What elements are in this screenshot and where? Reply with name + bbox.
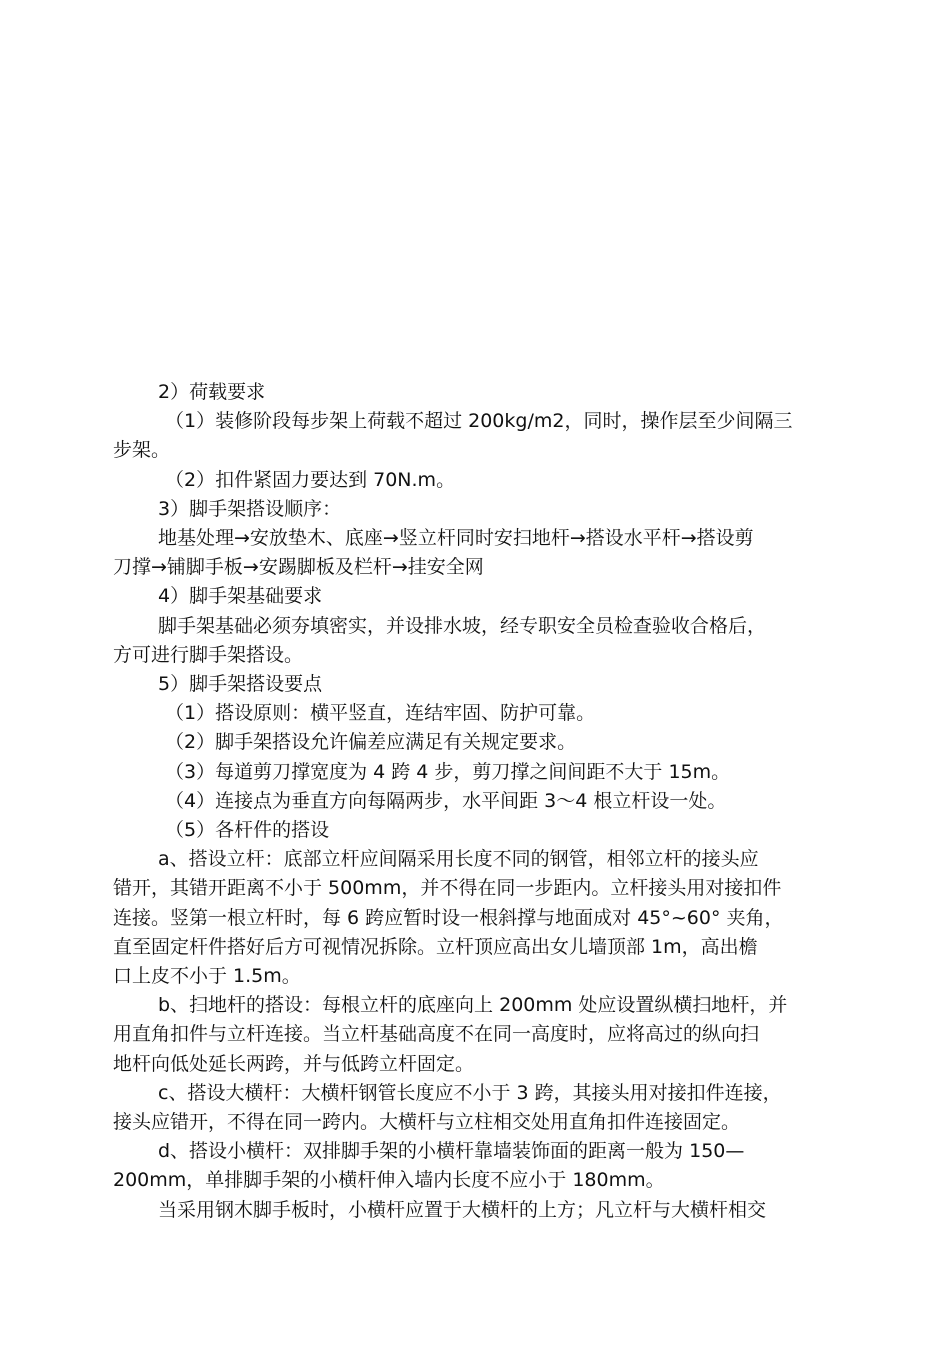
paragraph-line: 地杆向低处延长两跨，并与低跨立杆固定。 <box>113 1053 475 1075</box>
paragraph-line: 直至固定杆件搭好后方可视情况拆除。立杆顶应高出女儿墙顶部 1m，高出檐 <box>113 936 758 958</box>
paragraph-line: 接头应错开，不得在同一跨内。大横杆与立柱相交处用直角扣件连接固定。 <box>113 1111 741 1133</box>
list-item: （1）搭设原则：横平竖直，连结牢固、防护可靠。 <box>165 702 596 724</box>
paragraph-line: 地基处理→安放垫木、底座→竖立杆同时安扫地杆→搭设水平杆→搭设剪 <box>158 527 754 549</box>
paragraph-line: 步架。 <box>113 439 171 461</box>
paragraph-line: c、搭设大横杆：大横杆钢管长度应不小于 3 跨，其接头用对接扣件连接， <box>158 1082 782 1104</box>
heading-erection-key-points: 5）脚手架搭设要点 <box>158 673 323 695</box>
list-item: （4）连接点为垂直方向每隔两步，水平间距 3～4 根立杆设一处。 <box>165 790 727 812</box>
paragraph-line: 刀撑→铺脚手板→安踢脚板及栏杆→挂安全网 <box>113 556 484 578</box>
paragraph-line: b、扫地杆的搭设：每根立杆的底座向上 200mm 处应设置纵横扫地杆，并 <box>158 994 788 1016</box>
heading-load-requirements: 2）荷载要求 <box>158 381 266 403</box>
list-item: （5）各杆件的搭设 <box>165 819 330 841</box>
paragraph-line: a、搭设立杆：底部立杆应间隔采用长度不同的钢管，相邻立杆的接头应 <box>158 848 759 870</box>
list-item: （2）脚手架搭设允许偏差应满足有关规定要求。 <box>165 731 577 753</box>
paragraph-line: 脚手架基础必须夯填密实，并设排水坡，经专职安全员检查验收合格后， <box>158 615 767 637</box>
paragraph-line: 用直角扣件与立杆连接。当立杆基础高度不在同一高度时，应将高过的纵向扫 <box>113 1023 760 1045</box>
heading-foundation-requirements: 4）脚手架基础要求 <box>158 585 323 607</box>
heading-erection-sequence: 3）脚手架搭设顺序： <box>158 498 342 520</box>
paragraph-line: 方可进行脚手架搭设。 <box>113 644 304 666</box>
paragraph-line: （2）扣件紧固力要达到 70N.m。 <box>165 469 456 491</box>
paragraph-line: 口上皮不小于 1.5m。 <box>113 965 301 987</box>
paragraph-line: 当采用钢木脚手板时，小横杆应置于大横杆的上方；凡立杆与大横杆相交 <box>158 1199 767 1221</box>
paragraph-line: 连接。竖第一根立杆时，每 6 跨应暂时设一根斜撑与地面成对 45°~60° 夹角， <box>113 907 784 929</box>
paragraph-line: （1）装修阶段每步架上荷载不超过 200kg/m2，同时，操作层至少间隔三 <box>165 410 793 432</box>
list-item: （3）每道剪刀撑宽度为 4 跨 4 步，剪刀撑之间间距不大于 15m。 <box>165 761 731 783</box>
paragraph-line: 错开，其错开距离不小于 500mm，并不得在同一步距内。立杆接头用对接扣件 <box>113 877 782 899</box>
paragraph-line: d、搭设小横杆：双排脚手架的小横杆靠墙装饰面的距离一般为 150— <box>158 1140 745 1162</box>
paragraph-line: 200mm，单排脚手架的小横杆伸入墙内长度不应小于 180mm。 <box>113 1169 665 1191</box>
